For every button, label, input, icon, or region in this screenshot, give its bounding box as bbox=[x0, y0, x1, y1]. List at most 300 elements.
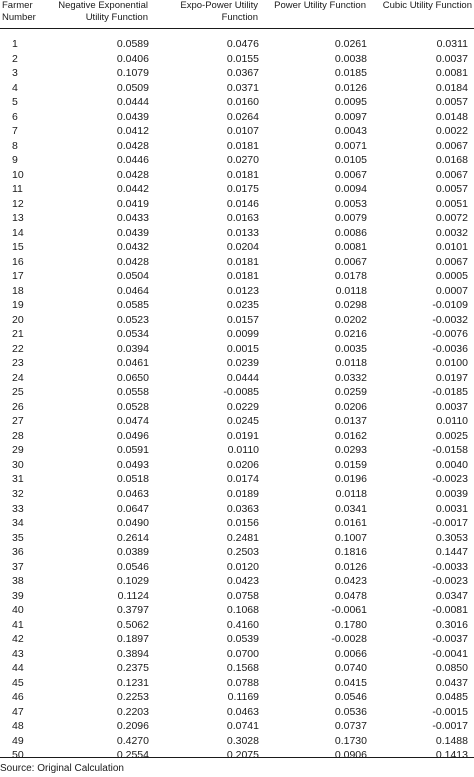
cubic-cell: 0.0057 bbox=[435, 183, 468, 196]
neg-exp-cell: 0.3894 bbox=[116, 647, 149, 660]
neg-exp-cell: 0.0650 bbox=[116, 371, 149, 384]
neg-exp-cell: 0.1897 bbox=[116, 633, 149, 646]
expo-power-cell: 0.1568 bbox=[226, 662, 259, 675]
cubic-cell: 0.0850 bbox=[435, 662, 468, 675]
neg-exp-cell: 0.2253 bbox=[116, 691, 149, 704]
farmer-number-cell: 39 bbox=[12, 589, 24, 602]
power-cell: 0.0067 bbox=[334, 255, 367, 268]
neg-exp-cell: 0.0428 bbox=[116, 255, 149, 268]
cubic-cell: 0.0184 bbox=[435, 81, 468, 94]
neg-exp-cell: 0.2614 bbox=[116, 531, 149, 544]
expo-power-cell: 0.3028 bbox=[226, 734, 259, 747]
power-cell: 0.0137 bbox=[334, 415, 367, 428]
table-row bbox=[0, 284, 474, 299]
farmer-number-cell: 26 bbox=[12, 400, 24, 413]
neg-exp-cell: 0.0546 bbox=[116, 560, 149, 573]
neg-exp-cell: 0.0439 bbox=[116, 110, 149, 123]
neg-exp-cell: 0.0558 bbox=[116, 386, 149, 399]
table-row bbox=[0, 719, 474, 734]
table-row bbox=[0, 168, 474, 183]
table-row bbox=[0, 95, 474, 110]
power-cell: 0.0536 bbox=[334, 705, 367, 718]
cubic-cell: 0.0072 bbox=[435, 212, 468, 225]
expo-power-cell: 0.2075 bbox=[226, 749, 259, 762]
power-cell: 0.0095 bbox=[334, 96, 367, 109]
cubic-cell: -0.0109 bbox=[432, 299, 468, 312]
farmer-number-cell: 15 bbox=[12, 241, 24, 254]
power-cell: 0.1816 bbox=[334, 546, 367, 559]
farmer-number-cell: 17 bbox=[12, 270, 24, 283]
cubic-cell: -0.0017 bbox=[432, 517, 468, 530]
cubic-cell: 0.0022 bbox=[435, 125, 468, 138]
expo-power-cell: 0.0181 bbox=[226, 270, 259, 283]
table-row bbox=[0, 647, 474, 662]
power-cell: 0.0118 bbox=[335, 284, 367, 297]
expo-power-cell: 0.0367 bbox=[226, 67, 259, 80]
neg-exp-cell: 0.0463 bbox=[116, 487, 149, 500]
table-row bbox=[0, 458, 474, 473]
power-cell: 0.0043 bbox=[334, 125, 367, 138]
expo-power-cell: 0.0157 bbox=[226, 313, 259, 326]
table-row bbox=[0, 443, 474, 458]
farmer-number-cell: 45 bbox=[12, 676, 24, 689]
expo-power-cell: 0.0110 bbox=[227, 444, 259, 457]
neg-exp-cell: 0.0523 bbox=[116, 313, 149, 326]
neg-exp-cell: 0.0528 bbox=[116, 400, 149, 413]
table-row bbox=[0, 545, 474, 560]
farmer-number-cell: 13 bbox=[12, 212, 24, 225]
table-row bbox=[0, 589, 474, 604]
cubic-cell: -0.0032 bbox=[432, 313, 468, 326]
table-row bbox=[0, 472, 474, 487]
farmer-number-cell: 6 bbox=[12, 110, 18, 123]
power-cell: 0.0546 bbox=[334, 691, 367, 704]
expo-power-cell: 0.0239 bbox=[226, 357, 259, 370]
table-row bbox=[0, 110, 474, 125]
cubic-cell: 0.0067 bbox=[435, 139, 468, 152]
table-row bbox=[0, 371, 474, 386]
farmer-number-cell: 16 bbox=[12, 255, 24, 268]
farmer-number-cell: 41 bbox=[12, 618, 24, 631]
expo-power-cell: 0.0146 bbox=[226, 197, 259, 210]
cubic-cell: -0.0076 bbox=[432, 328, 468, 341]
expo-power-cell: 0.0363 bbox=[226, 502, 259, 515]
cubic-cell: -0.0023 bbox=[432, 473, 468, 486]
expo-power-cell: 0.2481 bbox=[226, 531, 259, 544]
power-cell: 0.0261 bbox=[334, 38, 367, 50]
farmer-number-cell: 40 bbox=[12, 604, 24, 617]
table-row bbox=[0, 748, 474, 763]
farmer-number-cell: 7 bbox=[12, 125, 18, 138]
power-cell: 0.0038 bbox=[334, 52, 367, 65]
farmer-number-cell: 8 bbox=[12, 139, 18, 152]
expo-power-cell: 0.0700 bbox=[226, 647, 259, 660]
power-cell: -0.0028 bbox=[331, 633, 367, 646]
neg-exp-cell: 0.0509 bbox=[116, 81, 149, 94]
expo-power-cell: 0.0444 bbox=[226, 371, 259, 384]
neg-exp-cell: 0.0433 bbox=[116, 212, 149, 225]
neg-exp-cell: 0.0442 bbox=[116, 183, 149, 196]
cubic-cell: 0.1488 bbox=[435, 734, 468, 747]
neg-exp-cell: 0.0432 bbox=[116, 241, 149, 254]
power-cell: 0.1780 bbox=[334, 618, 367, 631]
power-cell: 0.0053 bbox=[334, 197, 367, 210]
power-cell: 0.0196 bbox=[334, 473, 367, 486]
cubic-cell: 0.0007 bbox=[435, 284, 468, 297]
neg-exp-cell: 0.0589 bbox=[116, 38, 149, 50]
table-row bbox=[0, 734, 474, 749]
farmer-number-cell: 35 bbox=[12, 531, 24, 544]
table-row bbox=[0, 37, 474, 52]
cubic-cell: -0.0041 bbox=[432, 647, 468, 660]
cubic-cell: 0.0081 bbox=[435, 67, 468, 80]
power-cell: 0.0341 bbox=[334, 502, 367, 515]
power-cell: 0.0740 bbox=[334, 662, 367, 675]
table-row bbox=[0, 197, 474, 212]
expo-power-cell: 0.0423 bbox=[226, 575, 259, 588]
table-row bbox=[0, 342, 474, 357]
table-row bbox=[0, 255, 474, 270]
header-cubic: Cubic Utility Function bbox=[370, 0, 474, 29]
table-row bbox=[0, 226, 474, 241]
farmer-number-cell: 48 bbox=[12, 720, 24, 733]
table-row bbox=[0, 124, 474, 139]
table-row bbox=[0, 661, 474, 676]
table-row bbox=[0, 52, 474, 67]
neg-exp-cell: 0.4270 bbox=[116, 734, 149, 747]
neg-exp-cell: 0.3797 bbox=[116, 604, 149, 617]
neg-exp-cell: 0.0394 bbox=[116, 342, 149, 355]
neg-exp-cell: 0.0461 bbox=[116, 357, 149, 370]
table-row bbox=[0, 632, 474, 647]
farmer-number-cell: 24 bbox=[12, 371, 24, 384]
table-bottom-rule bbox=[0, 757, 474, 758]
cubic-cell: 0.0067 bbox=[435, 255, 468, 268]
cubic-cell: -0.0023 bbox=[432, 575, 468, 588]
table-row bbox=[0, 690, 474, 705]
cubic-cell: 0.0051 bbox=[435, 197, 468, 210]
farmer-number-cell: 31 bbox=[12, 473, 24, 486]
expo-power-cell: 0.0155 bbox=[226, 52, 259, 65]
cubic-cell: 0.0040 bbox=[435, 458, 468, 471]
power-cell: 0.0118 bbox=[335, 357, 367, 370]
neg-exp-cell: 0.0504 bbox=[116, 270, 149, 283]
expo-power-cell: 0.0270 bbox=[226, 154, 259, 167]
header-negative-exponential: Negative Exponential Utility Function bbox=[46, 0, 152, 29]
header-power: Power Utility Function bbox=[262, 0, 370, 29]
farmer-number-cell: 32 bbox=[12, 487, 24, 500]
cubic-cell: 0.0031 bbox=[435, 502, 468, 515]
table-row bbox=[0, 385, 474, 400]
power-cell: 0.1730 bbox=[334, 734, 367, 747]
expo-power-cell: 0.0160 bbox=[226, 96, 259, 109]
farmer-number-cell: 46 bbox=[12, 691, 24, 704]
cubic-cell: 0.0025 bbox=[435, 429, 468, 442]
cubic-cell: 0.3016 bbox=[435, 618, 468, 631]
power-cell: 0.0178 bbox=[334, 270, 367, 283]
power-cell: 0.0159 bbox=[334, 458, 367, 471]
cubic-cell: -0.0033 bbox=[432, 560, 468, 573]
expo-power-cell: 0.4160 bbox=[226, 618, 259, 631]
farmer-number-cell: 27 bbox=[12, 415, 24, 428]
power-cell: 0.0332 bbox=[334, 371, 367, 384]
power-cell: 0.0066 bbox=[334, 647, 367, 660]
table-row bbox=[0, 66, 474, 81]
expo-power-cell: 0.0235 bbox=[226, 299, 259, 312]
table-row bbox=[0, 313, 474, 328]
farmer-number-cell: 36 bbox=[12, 546, 24, 559]
neg-exp-cell: 0.0412 bbox=[116, 125, 149, 138]
power-cell: 0.0737 bbox=[334, 720, 367, 733]
power-cell: 0.0415 bbox=[334, 676, 367, 689]
table-body bbox=[0, 29, 474, 763]
table-row bbox=[0, 240, 474, 255]
neg-exp-cell: 0.0446 bbox=[116, 154, 149, 167]
table-row bbox=[0, 81, 474, 96]
farmer-number-cell: 50 bbox=[12, 749, 24, 762]
neg-exp-cell: 0.0444 bbox=[116, 96, 149, 109]
neg-exp-cell: 0.2375 bbox=[116, 662, 149, 675]
power-cell: 0.0094 bbox=[334, 183, 367, 196]
source-note: Source: Original Calculation bbox=[0, 763, 124, 774]
cubic-cell: -0.0017 bbox=[432, 720, 468, 733]
expo-power-cell: 0.0133 bbox=[226, 226, 259, 239]
neg-exp-cell: 0.2096 bbox=[116, 720, 149, 733]
cubic-cell: 0.0037 bbox=[435, 400, 468, 413]
cubic-cell: -0.0158 bbox=[432, 444, 468, 457]
power-cell: 0.0298 bbox=[334, 299, 367, 312]
farmer-number-cell: 29 bbox=[12, 444, 24, 457]
expo-power-cell: 0.0758 bbox=[226, 589, 259, 602]
farmer-number-cell: 22 bbox=[12, 342, 24, 355]
table-row bbox=[0, 414, 474, 429]
power-cell: 0.0216 bbox=[334, 328, 367, 341]
cubic-cell: 0.3053 bbox=[435, 531, 468, 544]
neg-exp-cell: 0.0406 bbox=[116, 52, 149, 65]
expo-power-cell: 0.2503 bbox=[226, 546, 259, 559]
cubic-cell: 0.0101 bbox=[435, 241, 468, 254]
header-farmer-number: Farmer Number bbox=[0, 0, 46, 29]
farmer-number-cell: 42 bbox=[12, 633, 24, 646]
power-cell: 0.0202 bbox=[334, 313, 367, 326]
neg-exp-cell: 0.5062 bbox=[116, 618, 149, 631]
cubic-cell: -0.0185 bbox=[432, 386, 468, 399]
farmer-number-cell: 12 bbox=[12, 197, 24, 210]
neg-exp-cell: 0.0439 bbox=[116, 226, 149, 239]
neg-exp-cell: 0.0389 bbox=[116, 546, 149, 559]
expo-power-cell: 0.0123 bbox=[226, 284, 259, 297]
expo-power-cell: 0.0181 bbox=[226, 168, 259, 181]
table-row bbox=[0, 603, 474, 618]
expo-power-cell: 0.0181 bbox=[226, 255, 259, 268]
farmer-number-cell: 14 bbox=[12, 226, 24, 239]
power-cell: 0.0162 bbox=[334, 429, 367, 442]
expo-power-cell: 0.0174 bbox=[226, 473, 259, 486]
neg-exp-cell: 0.0518 bbox=[116, 473, 149, 486]
power-cell: 0.0293 bbox=[334, 444, 367, 457]
neg-exp-cell: 0.2203 bbox=[116, 705, 149, 718]
cubic-cell: 0.0005 bbox=[435, 270, 468, 283]
power-cell: 0.0097 bbox=[334, 110, 367, 123]
table-row bbox=[0, 502, 474, 517]
table-row bbox=[0, 560, 474, 575]
neg-exp-cell: 0.0647 bbox=[116, 502, 149, 515]
expo-power-cell: 0.0206 bbox=[226, 458, 259, 471]
power-cell: 0.0126 bbox=[334, 560, 367, 573]
farmer-number-cell: 49 bbox=[12, 734, 24, 747]
table-row bbox=[0, 139, 474, 154]
farmer-number-cell: 11 bbox=[12, 183, 23, 196]
expo-power-cell: 0.0107 bbox=[226, 125, 259, 138]
expo-power-cell: 0.0181 bbox=[226, 139, 259, 152]
neg-exp-cell: 0.1079 bbox=[116, 67, 149, 80]
power-cell: 0.0071 bbox=[334, 139, 367, 152]
cubic-cell: 0.0197 bbox=[435, 371, 468, 384]
cubic-cell: 0.0100 bbox=[435, 357, 468, 370]
farmer-number-cell: 38 bbox=[12, 575, 24, 588]
farmer-number-cell: 9 bbox=[12, 154, 18, 167]
power-cell: 0.0906 bbox=[334, 749, 367, 762]
power-cell: -0.0061 bbox=[331, 604, 367, 617]
farmer-number-cell: 28 bbox=[12, 429, 24, 442]
expo-power-cell: 0.0264 bbox=[226, 110, 259, 123]
power-cell: 0.0478 bbox=[334, 589, 367, 602]
power-cell: 0.0081 bbox=[334, 241, 367, 254]
neg-exp-cell: 0.1124 bbox=[117, 589, 149, 602]
table-row bbox=[0, 400, 474, 415]
expo-power-cell: 0.0120 bbox=[226, 560, 259, 573]
table-row bbox=[0, 429, 474, 444]
neg-exp-cell: 0.1231 bbox=[116, 676, 149, 689]
farmer-number-cell: 25 bbox=[12, 386, 24, 399]
header-expo-power: Expo-Power Utility Function bbox=[152, 0, 262, 29]
power-cell: 0.0118 bbox=[335, 487, 367, 500]
cubic-cell: 0.1413 bbox=[435, 749, 468, 762]
table-row bbox=[0, 516, 474, 531]
power-cell: 0.0079 bbox=[334, 212, 367, 225]
table-header bbox=[0, 0, 474, 29]
farmer-number-cell: 18 bbox=[12, 284, 24, 297]
farmer-number-cell: 43 bbox=[12, 647, 24, 660]
expo-power-cell: 0.0015 bbox=[226, 342, 259, 355]
expo-power-cell: 0.0191 bbox=[226, 429, 259, 442]
expo-power-cell: -0.0085 bbox=[223, 386, 259, 399]
table-row bbox=[0, 327, 474, 342]
farmer-number-cell: 10 bbox=[12, 168, 24, 181]
table-row bbox=[0, 182, 474, 197]
farmer-number-cell: 5 bbox=[12, 96, 18, 109]
farmer-number-cell: 3 bbox=[12, 67, 18, 80]
neg-exp-cell: 0.0428 bbox=[116, 139, 149, 152]
farmer-number-cell: 2 bbox=[12, 52, 18, 65]
farmer-number-cell: 20 bbox=[12, 313, 24, 326]
power-cell: 0.1007 bbox=[334, 531, 367, 544]
power-cell: 0.0161 bbox=[334, 517, 367, 530]
power-cell: 0.0206 bbox=[334, 400, 367, 413]
farmer-number-cell: 21 bbox=[12, 328, 24, 341]
cubic-cell: 0.0347 bbox=[435, 589, 468, 602]
table-row bbox=[0, 574, 474, 589]
expo-power-cell: 0.0788 bbox=[226, 676, 259, 689]
table-row bbox=[0, 531, 474, 546]
farmer-number-cell: 1 bbox=[12, 38, 18, 50]
neg-exp-cell: 0.0493 bbox=[116, 458, 149, 471]
expo-power-cell: 0.0476 bbox=[226, 38, 259, 50]
neg-exp-cell: 0.0464 bbox=[116, 284, 149, 297]
table-row bbox=[0, 153, 474, 168]
table-row bbox=[0, 269, 474, 284]
table-row bbox=[0, 211, 474, 226]
expo-power-cell: 0.0189 bbox=[226, 487, 259, 500]
farmer-number-cell: 4 bbox=[12, 81, 18, 94]
cubic-cell: 0.0148 bbox=[435, 110, 468, 123]
cubic-cell: 0.0039 bbox=[435, 487, 468, 500]
farmer-number-cell: 47 bbox=[12, 705, 24, 718]
cubic-cell: -0.0037 bbox=[432, 633, 468, 646]
farmer-number-cell: 33 bbox=[12, 502, 24, 515]
cubic-cell: 0.0485 bbox=[435, 691, 468, 704]
farmer-number-cell: 30 bbox=[12, 458, 24, 471]
table-row bbox=[0, 705, 474, 720]
cubic-cell: -0.0081 bbox=[432, 604, 468, 617]
power-cell: 0.0259 bbox=[334, 386, 367, 399]
neg-exp-cell: 0.0496 bbox=[116, 429, 149, 442]
power-cell: 0.0067 bbox=[334, 168, 367, 181]
farmer-number-cell: 19 bbox=[12, 299, 24, 312]
expo-power-cell: 0.0245 bbox=[226, 415, 259, 428]
neg-exp-cell: 0.1029 bbox=[116, 575, 149, 588]
table-row bbox=[0, 676, 474, 691]
farmer-number-cell: 44 bbox=[12, 662, 24, 675]
expo-power-cell: 0.1068 bbox=[226, 604, 259, 617]
farmer-number-cell: 34 bbox=[12, 517, 24, 530]
power-cell: 0.0423 bbox=[334, 575, 367, 588]
neg-exp-cell: 0.2554 bbox=[116, 749, 149, 762]
table-row bbox=[0, 487, 474, 502]
cubic-cell: 0.0037 bbox=[435, 52, 468, 65]
expo-power-cell: 0.0539 bbox=[226, 633, 259, 646]
expo-power-cell: 0.0175 bbox=[226, 183, 259, 196]
neg-exp-cell: 0.0474 bbox=[116, 415, 149, 428]
farmer-number-cell: 23 bbox=[12, 357, 24, 370]
neg-exp-cell: 0.0490 bbox=[116, 517, 149, 530]
cubic-cell: -0.0015 bbox=[432, 705, 468, 718]
cubic-cell: 0.0067 bbox=[435, 168, 468, 181]
cubic-cell: 0.0311 bbox=[436, 38, 468, 50]
neg-exp-cell: 0.0585 bbox=[116, 299, 149, 312]
table-row bbox=[0, 298, 474, 313]
cubic-cell: 0.0437 bbox=[435, 676, 468, 689]
expo-power-cell: 0.1169 bbox=[227, 691, 259, 704]
cubic-cell: 0.1447 bbox=[435, 546, 468, 559]
table-row bbox=[0, 356, 474, 371]
neg-exp-cell: 0.0428 bbox=[116, 168, 149, 181]
expo-power-cell: 0.0741 bbox=[226, 720, 259, 733]
farmer-number-cell: 37 bbox=[12, 560, 24, 573]
power-cell: 0.0105 bbox=[334, 154, 367, 167]
expo-power-cell: 0.0463 bbox=[226, 705, 259, 718]
expo-power-cell: 0.0099 bbox=[226, 328, 259, 341]
expo-power-cell: 0.0163 bbox=[226, 212, 259, 225]
cubic-cell: 0.0110 bbox=[436, 415, 468, 428]
power-cell: 0.0185 bbox=[334, 67, 367, 80]
neg-exp-cell: 0.0419 bbox=[116, 197, 149, 210]
neg-exp-cell: 0.0591 bbox=[116, 444, 149, 457]
neg-exp-cell: 0.0534 bbox=[116, 328, 149, 341]
expo-power-cell: 0.0204 bbox=[226, 241, 259, 254]
expo-power-cell: 0.0229 bbox=[226, 400, 259, 413]
table-row bbox=[0, 618, 474, 633]
